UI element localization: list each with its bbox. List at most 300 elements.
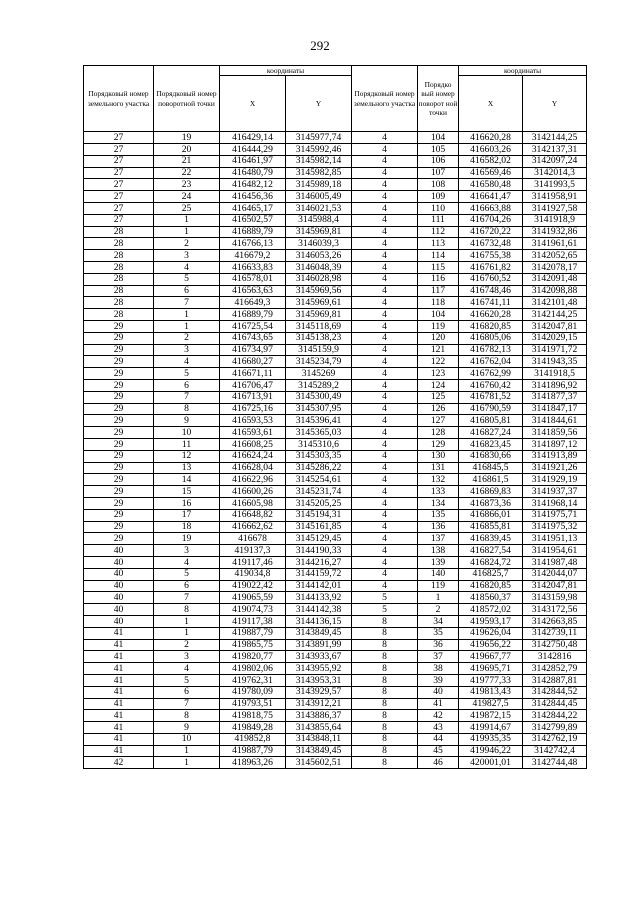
cell-parcel-number-right: 4 [352, 285, 418, 297]
cell-point-number-left: 6 [154, 285, 220, 297]
cell-y-left: 3145396,41 [286, 415, 352, 427]
cell-parcel-number-left: 29 [84, 356, 154, 368]
table-row [84, 533, 587, 545]
cell-parcel-number-right: 8 [352, 627, 418, 639]
header-coordinates-left: координаты [220, 66, 352, 76]
cell-point-number-right: 118 [418, 297, 459, 309]
cell-y-left: 3145254,61 [286, 474, 352, 486]
table-row [84, 403, 587, 415]
cell-parcel-number-left: 41 [84, 627, 154, 639]
cell-parcel-number-left: 40 [84, 568, 154, 580]
cell-x-right: 419946,22 [459, 745, 523, 757]
cell-y-right: 3141958,91 [523, 191, 587, 203]
cell-parcel-number-left: 27 [84, 155, 154, 167]
cell-parcel-number-right: 4 [352, 391, 418, 403]
cell-y-left: 3143955,92 [286, 663, 352, 675]
table-row [84, 450, 587, 462]
cell-x-right: 416582,02 [459, 155, 523, 167]
cell-parcel-number-right: 4 [352, 203, 418, 215]
page-number: 292 [310, 38, 330, 53]
cell-x-right: 416869,83 [459, 486, 523, 498]
cell-parcel-number-right: 4 [352, 321, 418, 333]
cell-parcel-number-right: 4 [352, 132, 418, 144]
cell-x-right: 416580,48 [459, 179, 523, 191]
cell-point-number-right: 122 [418, 356, 459, 368]
cell-x-left: 419117,38 [220, 615, 286, 627]
cell-y-left: 3144216,27 [286, 556, 352, 568]
cell-y-right: 3141968,14 [523, 497, 587, 509]
table-row [84, 167, 587, 179]
cell-point-number-right: 128 [418, 427, 459, 439]
cell-x-right: 416855,81 [459, 521, 523, 533]
cell-point-number-right: 119 [418, 580, 459, 592]
cell-parcel-number-left: 27 [84, 132, 154, 144]
cell-point-number-left: 6 [154, 580, 220, 592]
cell-x-left: 416648,82 [220, 509, 286, 521]
cell-y-right: 3143159,98 [523, 592, 587, 604]
cell-point-number-right: 110 [418, 203, 459, 215]
cell-parcel-number-left: 29 [84, 403, 154, 415]
cell-parcel-number-left: 41 [84, 663, 154, 675]
cell-y-right: 3142663,85 [523, 615, 587, 627]
cell-parcel-number-right: 4 [352, 155, 418, 167]
cell-x-left: 416461,97 [220, 155, 286, 167]
cell-y-left: 3146028,98 [286, 273, 352, 285]
cell-y-left: 3145300,49 [286, 391, 352, 403]
cell-x-right: 419935,35 [459, 733, 523, 745]
cell-parcel-number-left: 28 [84, 238, 154, 250]
cell-parcel-number-left: 28 [84, 309, 154, 321]
cell-point-number-right: 127 [418, 415, 459, 427]
cell-x-right: 416741,11 [459, 297, 523, 309]
cell-parcel-number-left: 41 [84, 686, 154, 698]
cell-point-number-left: 4 [154, 262, 220, 274]
cell-parcel-number-left: 27 [84, 203, 154, 215]
cell-x-left: 416706,47 [220, 379, 286, 391]
table-row [84, 285, 587, 297]
cell-parcel-number-left: 42 [84, 757, 154, 769]
cell-point-number-left: 3 [154, 344, 220, 356]
cell-parcel-number-right: 8 [352, 710, 418, 722]
cell-point-number-left: 16 [154, 497, 220, 509]
cell-point-number-left: 8 [154, 710, 220, 722]
cell-y-right: 3141943,35 [523, 356, 587, 368]
cell-y-right: 3142101,48 [523, 297, 587, 309]
cell-point-number-left: 3 [154, 250, 220, 262]
cell-point-number-right: 115 [418, 262, 459, 274]
cell-y-right: 3141937,37 [523, 486, 587, 498]
cell-x-right: 416732,48 [459, 238, 523, 250]
cell-y-left: 3146039,3 [286, 238, 352, 250]
cell-x-left: 416480,79 [220, 167, 286, 179]
cell-y-right: 3142144,25 [523, 132, 587, 144]
cell-point-number-left: 7 [154, 592, 220, 604]
cell-x-right: 416663,88 [459, 203, 523, 215]
cell-parcel-number-right: 4 [352, 450, 418, 462]
cell-point-number-right: 112 [418, 226, 459, 238]
cell-point-number-right: 37 [418, 651, 459, 663]
header-coordinates-right: координаты [459, 66, 587, 76]
cell-y-right: 3142098,88 [523, 285, 587, 297]
cell-x-left: 416671,11 [220, 368, 286, 380]
cell-point-number-left: 9 [154, 722, 220, 734]
cell-x-right: 416861,5 [459, 474, 523, 486]
cell-y-left: 3145194,31 [286, 509, 352, 521]
cell-point-number-left: 5 [154, 273, 220, 285]
cell-y-right: 3143172,56 [523, 604, 587, 616]
table-row [84, 462, 587, 474]
cell-point-number-left: 18 [154, 521, 220, 533]
cell-y-left: 3145977,74 [286, 132, 352, 144]
cell-y-right: 3142750,48 [523, 639, 587, 651]
cell-x-left: 416563,63 [220, 285, 286, 297]
cell-x-left: 416734,97 [220, 344, 286, 356]
cell-x-left: 419865,75 [220, 639, 286, 651]
cell-point-number-right: 130 [418, 450, 459, 462]
cell-y-left: 3145982,14 [286, 155, 352, 167]
cell-x-right: 416641,47 [459, 191, 523, 203]
cell-parcel-number-left: 41 [84, 710, 154, 722]
cell-point-number-right: 38 [418, 663, 459, 675]
cell-point-number-right: 138 [418, 545, 459, 557]
table-row [84, 722, 587, 734]
cell-parcel-number-right: 4 [352, 191, 418, 203]
cell-point-number-left: 9 [154, 415, 220, 427]
header-point-number-right: Порядко вый номер поворот ной точки [418, 66, 459, 132]
cell-parcel-number-left: 28 [84, 262, 154, 274]
cell-y-left: 3143953,31 [286, 674, 352, 686]
cell-y-left: 3145129,45 [286, 533, 352, 545]
cell-y-left: 3143855,64 [286, 722, 352, 734]
cell-point-number-left: 4 [154, 556, 220, 568]
cell-x-left: 416502,57 [220, 214, 286, 226]
table-row [84, 745, 587, 757]
cell-parcel-number-right: 5 [352, 604, 418, 616]
cell-x-right: 416762,99 [459, 368, 523, 380]
cell-x-right: 419872,15 [459, 710, 523, 722]
cell-point-number-left: 11 [154, 438, 220, 450]
cell-y-left: 3145286,22 [286, 462, 352, 474]
cell-y-left: 3146005,49 [286, 191, 352, 203]
cell-point-number-left: 23 [154, 179, 220, 191]
cell-point-number-left: 1 [154, 627, 220, 639]
cell-point-number-left: 1 [154, 745, 220, 757]
cell-y-left: 3143933,67 [286, 651, 352, 663]
cell-y-left: 3145969,81 [286, 226, 352, 238]
cell-x-right: 416762,04 [459, 356, 523, 368]
cell-point-number-right: 123 [418, 368, 459, 380]
cell-y-left: 3143886,37 [286, 710, 352, 722]
table-row [84, 262, 587, 274]
cell-point-number-right: 117 [418, 285, 459, 297]
cell-y-left: 3145303,35 [286, 450, 352, 462]
cell-point-number-right: 132 [418, 474, 459, 486]
cell-y-left: 3144190,33 [286, 545, 352, 557]
cell-x-right: 416820,85 [459, 321, 523, 333]
table-row [84, 497, 587, 509]
cell-parcel-number-left: 29 [84, 344, 154, 356]
cell-parcel-number-right: 4 [352, 427, 418, 439]
cell-point-number-left: 7 [154, 297, 220, 309]
header-x-right: X [459, 76, 523, 132]
cell-x-left: 419137,3 [220, 545, 286, 557]
cell-x-right: 419667,77 [459, 651, 523, 663]
cell-x-left: 419762,31 [220, 674, 286, 686]
table-row [84, 297, 587, 309]
table-row [84, 604, 587, 616]
cell-parcel-number-left: 28 [84, 297, 154, 309]
cell-point-number-left: 14 [154, 474, 220, 486]
cell-point-number-right: 126 [418, 403, 459, 415]
cell-point-number-left: 10 [154, 733, 220, 745]
cell-x-left: 419034,8 [220, 568, 286, 580]
cell-x-left: 416743,65 [220, 332, 286, 344]
table-row [84, 250, 587, 262]
cell-point-number-right: 104 [418, 132, 459, 144]
cell-parcel-number-right: 4 [352, 238, 418, 250]
cell-x-left: 416678 [220, 533, 286, 545]
cell-y-right: 3142887,81 [523, 674, 587, 686]
table-row [84, 321, 587, 333]
cell-x-left: 416605,98 [220, 497, 286, 509]
cell-x-left: 416680,27 [220, 356, 286, 368]
cell-x-right: 419695,71 [459, 663, 523, 675]
table-row [84, 627, 587, 639]
table-row [84, 379, 587, 391]
cell-x-right: 419914,67 [459, 722, 523, 734]
cell-y-right: 3141971,72 [523, 344, 587, 356]
cell-y-left: 3145118,69 [286, 321, 352, 333]
table-row [84, 663, 587, 675]
cell-point-number-left: 22 [154, 167, 220, 179]
header-parcel-number-left: Порядковый номер земельного участка [84, 66, 154, 132]
table-row [84, 674, 587, 686]
cell-parcel-number-left: 29 [84, 368, 154, 380]
cell-parcel-number-right: 8 [352, 745, 418, 757]
cell-y-right: 3142744,48 [523, 757, 587, 769]
cell-parcel-number-right: 4 [352, 309, 418, 321]
cell-y-left: 3145988,4 [286, 214, 352, 226]
cell-x-right: 416827,54 [459, 545, 523, 557]
cell-y-right: 3141859,56 [523, 427, 587, 439]
cell-point-number-left: 1 [154, 214, 220, 226]
table-row [84, 356, 587, 368]
cell-x-right: 416805,81 [459, 415, 523, 427]
cell-x-left: 416628,04 [220, 462, 286, 474]
cell-y-left: 3146053,26 [286, 250, 352, 262]
cell-parcel-number-left: 29 [84, 438, 154, 450]
cell-y-right: 3141896,92 [523, 379, 587, 391]
table-row [84, 556, 587, 568]
cell-parcel-number-right: 8 [352, 686, 418, 698]
table-row [84, 144, 587, 156]
cell-parcel-number-left: 27 [84, 167, 154, 179]
cell-point-number-right: 39 [418, 674, 459, 686]
cell-x-right: 418572,02 [459, 604, 523, 616]
cell-parcel-number-left: 28 [84, 226, 154, 238]
cell-parcel-number-left: 29 [84, 533, 154, 545]
cell-parcel-number-right: 4 [352, 214, 418, 226]
cell-x-right: 416790,59 [459, 403, 523, 415]
cell-parcel-number-right: 4 [352, 332, 418, 344]
cell-parcel-number-left: 27 [84, 144, 154, 156]
table-row [84, 427, 587, 439]
cell-point-number-right: 34 [418, 615, 459, 627]
table-row [84, 438, 587, 450]
cell-point-number-left: 4 [154, 356, 220, 368]
cell-parcel-number-left: 29 [84, 321, 154, 333]
table-row [84, 238, 587, 250]
cell-x-left: 416622,96 [220, 474, 286, 486]
cell-parcel-number-right: 4 [352, 403, 418, 415]
cell-y-right: 3141847,17 [523, 403, 587, 415]
cell-x-left: 419887,79 [220, 745, 286, 757]
cell-point-number-right: 107 [418, 167, 459, 179]
cell-y-left: 3145159,9 [286, 344, 352, 356]
table-row [84, 344, 587, 356]
cell-parcel-number-left: 29 [84, 391, 154, 403]
table-row [84, 486, 587, 498]
cell-point-number-left: 6 [154, 686, 220, 698]
cell-parcel-number-right: 4 [352, 144, 418, 156]
cell-x-left: 419780,09 [220, 686, 286, 698]
cell-point-number-right: 40 [418, 686, 459, 698]
cell-x-right: 420001,01 [459, 757, 523, 769]
table-row [84, 615, 587, 627]
cell-x-right: 419656,22 [459, 639, 523, 651]
cell-parcel-number-right: 8 [352, 757, 418, 769]
cell-y-right: 3142816 [523, 651, 587, 663]
cell-point-number-right: 137 [418, 533, 459, 545]
cell-point-number-left: 3 [154, 545, 220, 557]
cell-x-right: 416827,24 [459, 427, 523, 439]
cell-y-left: 3145234,79 [286, 356, 352, 368]
cell-point-number-left: 7 [154, 391, 220, 403]
cell-point-number-right: 106 [418, 155, 459, 167]
cell-y-right: 3141844,61 [523, 415, 587, 427]
cell-parcel-number-left: 29 [84, 509, 154, 521]
cell-parcel-number-left: 29 [84, 497, 154, 509]
cell-point-number-left: 5 [154, 568, 220, 580]
cell-parcel-number-left: 41 [84, 639, 154, 651]
table-row [84, 132, 587, 144]
table-row [84, 580, 587, 592]
cell-point-number-left: 1 [154, 757, 220, 769]
cell-point-number-right: 129 [418, 438, 459, 450]
cell-point-number-right: 133 [418, 486, 459, 498]
cell-point-number-left: 19 [154, 132, 220, 144]
cell-x-left: 416444,29 [220, 144, 286, 156]
cell-parcel-number-left: 28 [84, 250, 154, 262]
table-row [84, 226, 587, 238]
cell-y-left: 3145205,25 [286, 497, 352, 509]
cell-y-left: 3144159,72 [286, 568, 352, 580]
cell-parcel-number-left: 29 [84, 379, 154, 391]
cell-point-number-left: 5 [154, 368, 220, 380]
header-y-right: Y [523, 76, 587, 132]
cell-parcel-number-left: 29 [84, 462, 154, 474]
cell-point-number-left: 21 [154, 155, 220, 167]
cell-point-number-left: 1 [154, 309, 220, 321]
cell-parcel-number-left: 27 [84, 179, 154, 191]
cell-parcel-number-left: 41 [84, 733, 154, 745]
cell-y-left: 3145289,2 [286, 379, 352, 391]
cell-point-number-left: 5 [154, 674, 220, 686]
cell-point-number-right: 140 [418, 568, 459, 580]
cell-parcel-number-right: 8 [352, 722, 418, 734]
cell-y-right: 3141987,48 [523, 556, 587, 568]
cell-point-number-right: 36 [418, 639, 459, 651]
cell-y-right: 3142047,81 [523, 321, 587, 333]
cell-y-left: 3143929,57 [286, 686, 352, 698]
cell-y-left: 3143848,11 [286, 733, 352, 745]
cell-parcel-number-right: 5 [352, 592, 418, 604]
cell-x-left: 419022,42 [220, 580, 286, 592]
cell-x-right: 416781,52 [459, 391, 523, 403]
cell-point-number-right: 120 [418, 332, 459, 344]
cell-y-left: 3145365,03 [286, 427, 352, 439]
cell-x-right: 416805,06 [459, 332, 523, 344]
cell-x-right: 419813,43 [459, 686, 523, 698]
table-row [84, 191, 587, 203]
cell-point-number-right: 45 [418, 745, 459, 757]
cell-parcel-number-left: 27 [84, 191, 154, 203]
table-row [84, 757, 587, 769]
cell-x-left: 416649,3 [220, 297, 286, 309]
cell-y-right: 3142078,17 [523, 262, 587, 274]
cell-y-right: 3142044,07 [523, 568, 587, 580]
cell-x-right: 416845,5 [459, 462, 523, 474]
cell-x-right: 416820,85 [459, 580, 523, 592]
table-row [84, 733, 587, 745]
cell-x-left: 419852,8 [220, 733, 286, 745]
cell-x-left: 416608,25 [220, 438, 286, 450]
cell-point-number-left: 2 [154, 639, 220, 651]
cell-point-number-left: 2 [154, 238, 220, 250]
cell-x-left: 416624,24 [220, 450, 286, 462]
cell-y-left: 3145161,85 [286, 521, 352, 533]
table-row [84, 415, 587, 427]
cell-y-right: 3142739,11 [523, 627, 587, 639]
table-row [84, 332, 587, 344]
cell-x-left: 419818,75 [220, 710, 286, 722]
cell-x-left: 416713,91 [220, 391, 286, 403]
cell-y-right: 3141993,5 [523, 179, 587, 191]
cell-parcel-number-left: 40 [84, 556, 154, 568]
cell-point-number-right: 113 [418, 238, 459, 250]
cell-x-left: 416578,01 [220, 273, 286, 285]
cell-x-right: 416823,45 [459, 438, 523, 450]
cell-point-number-right: 104 [418, 309, 459, 321]
cell-point-number-right: 116 [418, 273, 459, 285]
cell-point-number-right: 139 [418, 556, 459, 568]
cell-point-number-left: 1 [154, 321, 220, 333]
cell-point-number-left: 25 [154, 203, 220, 215]
table-row [84, 592, 587, 604]
table-row [84, 391, 587, 403]
cell-parcel-number-right: 4 [352, 297, 418, 309]
cell-parcel-number-left: 40 [84, 615, 154, 627]
cell-x-left: 416662,62 [220, 521, 286, 533]
table-row [84, 179, 587, 191]
cell-x-right: 416720,22 [459, 226, 523, 238]
cell-parcel-number-right: 4 [352, 167, 418, 179]
cell-y-left: 3146021,53 [286, 203, 352, 215]
cell-parcel-number-right: 4 [352, 568, 418, 580]
cell-y-right: 3141929,19 [523, 474, 587, 486]
cell-y-left: 3145231,74 [286, 486, 352, 498]
cell-x-right: 416839,45 [459, 533, 523, 545]
